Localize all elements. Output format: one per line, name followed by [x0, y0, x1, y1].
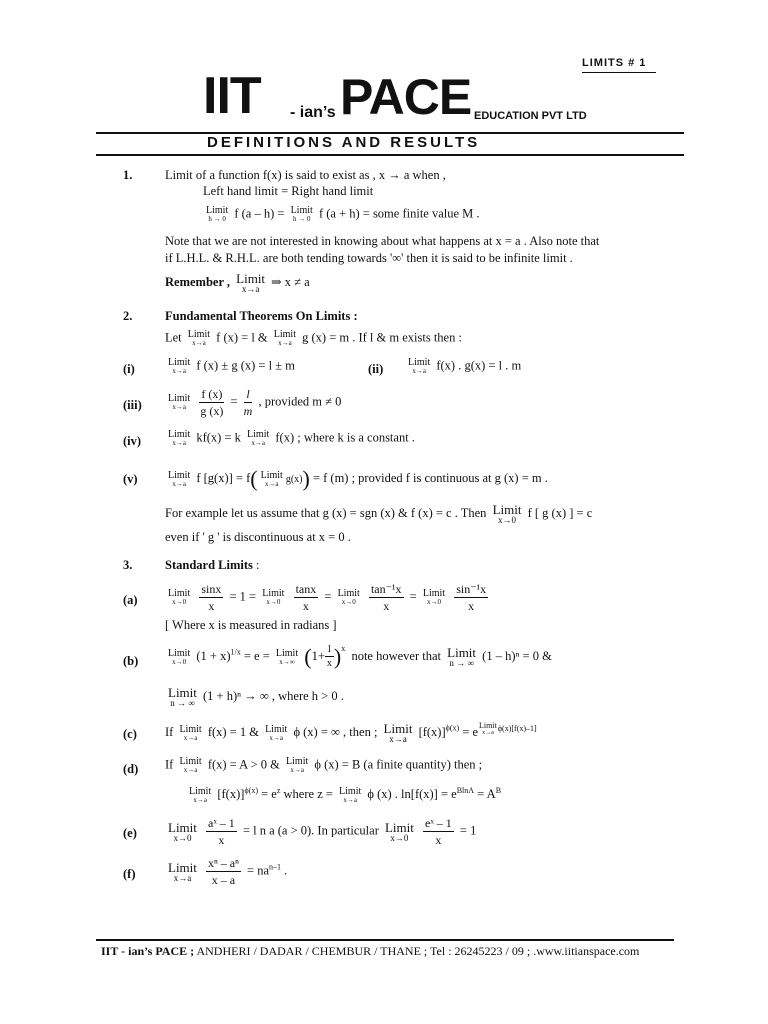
s2-example1: For example let us assume that g (x) = sgn (x) & f (x) = c . Then Limit x→0 f [ g (x) ] = c — [165, 502, 593, 525]
s2-iii-equation: Limit x→a $\frac{f (x)}{g (x)}$ = $\frac{l}{m}$ , provided m ≠ 0 — [168, 387, 342, 418]
s2-ii-equation: Limit x→a f(x) . g(x) = l . m — [408, 357, 522, 375]
s1-number: 1. — [123, 168, 133, 182]
s3-a-label: (a) — [123, 593, 138, 607]
s1-note1: Note that we are not interested in knowing about what happens at x = a . Also note that — [165, 234, 600, 248]
s2-example2: even if ' g ' is discontinuous at x = 0 . — [165, 530, 351, 544]
s2-v-label: (v) — [123, 472, 138, 486]
company-name: EDUCATION PVT LTD — [474, 110, 587, 122]
s2-iii-label: (iii) — [123, 398, 142, 412]
s2-heading: Fundamental Theorems On Limits : — [165, 309, 358, 323]
s3-c-label: (c) — [123, 727, 137, 741]
s2-let: Let Limit x→a f (x) = l & Limit x→a g (x) = m . If l & m exists then : — [165, 329, 462, 347]
logo-ians: - ian’s — [290, 104, 336, 121]
s3-e-equation: Limit x→0 $\frac{\text{aˣ – 1}}{x}$ = l n a (a > 0). In particular Limit x→0 $\frac{\text{eˣ – 1}}{x}$ = 1 — [168, 816, 477, 847]
s3-e-label: (e) — [123, 826, 137, 840]
s2-i-equation: Limit x→a f (x) ± g (x) = l ± m — [168, 357, 295, 375]
s3-heading: Standard Limits : — [165, 558, 260, 572]
s3-number: 3. — [123, 558, 133, 572]
s3-d-line2: Limit x→a $[f(x)]^{\phi(x)} = e^z$ where z = Limit x→a ϕ (x) . $\ln[f(x)] = e^{BlnA} = A^B$ — [189, 785, 502, 804]
title-rule-bottom — [96, 154, 684, 156]
s1-line1: Limit of a function f(x) is said to exist as , x → a when , — [165, 168, 446, 182]
page-tag: LIMITS # 1 — [582, 57, 647, 69]
s2-v-equation: Limit x→a f [g(x)] = f( Limit x→a g(x)) = f (m) ; provided f is continuous at g (x) = m . — [168, 466, 548, 491]
s3-a-equation: Limit x→0 $\frac{\sin x}{x}$ = 1 = Limit x→0 $\frac{\tan x}{x}$ = Limit x→0 $\frac{\text{tan⁻¹x}}{x}$ = Limit x→0 $\frac{\text{sin⁻¹x}}{x}$ — [168, 582, 487, 613]
logo-iit: IIT — [203, 67, 261, 125]
s3-b-equation: Limit x→0 $(1 + x)^{1/x} = e$ = Limit x→∞ (1+ $\frac{1}{x}$ )$^x$ note however that Limit n → ∞ (1 – h)ⁿ = 0 & — [168, 643, 552, 669]
s3-c-equation: If Limit x→a f(x) = 1 & Limit x→a ϕ (x) = ∞ , then ; Limit x→a $[f(x)]^{\phi(x)} = e$ $^{Limit x\to a \phi(x)[f(x)-1]}$ — [165, 721, 537, 744]
s1-remember: Remember , Limit x→a ⇒ x ≠ a — [165, 271, 310, 294]
s3-f-label: (f) — [123, 867, 136, 881]
logo-pace: PACE — [340, 69, 472, 125]
s1-equation: Limit h → 0 f (a – h) = Limit h → 0 f (a + h) = some finite value M . — [206, 205, 480, 223]
footer-text: IIT - ian’s PACE ; ANDHERI / DADAR / CHEMBUR / THANE ; Tel : 26245223 / 09 ; .www.iitianspace.com — [101, 944, 640, 958]
s2-iv-label: (iv) — [123, 434, 142, 448]
s2-ii-label: (ii) — [368, 362, 384, 376]
s1-note2: if L.H.L. & R.H.L. are both tending towards '∞' then it is said to be infinite limit . — [165, 251, 573, 265]
s3-b-line2: Limit n → ∞ (1 + h)ⁿ → ∞ , where h > 0 . — [168, 685, 344, 708]
page-tag-underline — [582, 72, 656, 73]
s2-number: 2. — [123, 309, 133, 323]
s3-a-note: [ Where x is measured in radians ] — [165, 618, 337, 632]
s1-line2: Left hand limit = Right hand limit — [203, 184, 374, 198]
page-title: DEFINITIONS AND RESULTS — [207, 134, 481, 151]
s3-b-label: (b) — [123, 654, 139, 668]
s3-d-equation: If Limit x→a f(x) = A > 0 & Limit x→a ϕ (x) = B (a finite quantity) then ; — [165, 756, 483, 774]
footer-rule — [96, 939, 674, 941]
s3-d-label: (d) — [123, 762, 139, 776]
s2-i-label: (i) — [123, 362, 135, 376]
s3-f-equation: Limit x→a $\frac{\text{xⁿ – aⁿ}}{x - a}$ = $na^{n-1}$ . — [168, 856, 288, 887]
s2-iv-equation: Limit x→a kf(x) = k Limit x→a f(x) ; where k is a constant . — [168, 429, 415, 447]
